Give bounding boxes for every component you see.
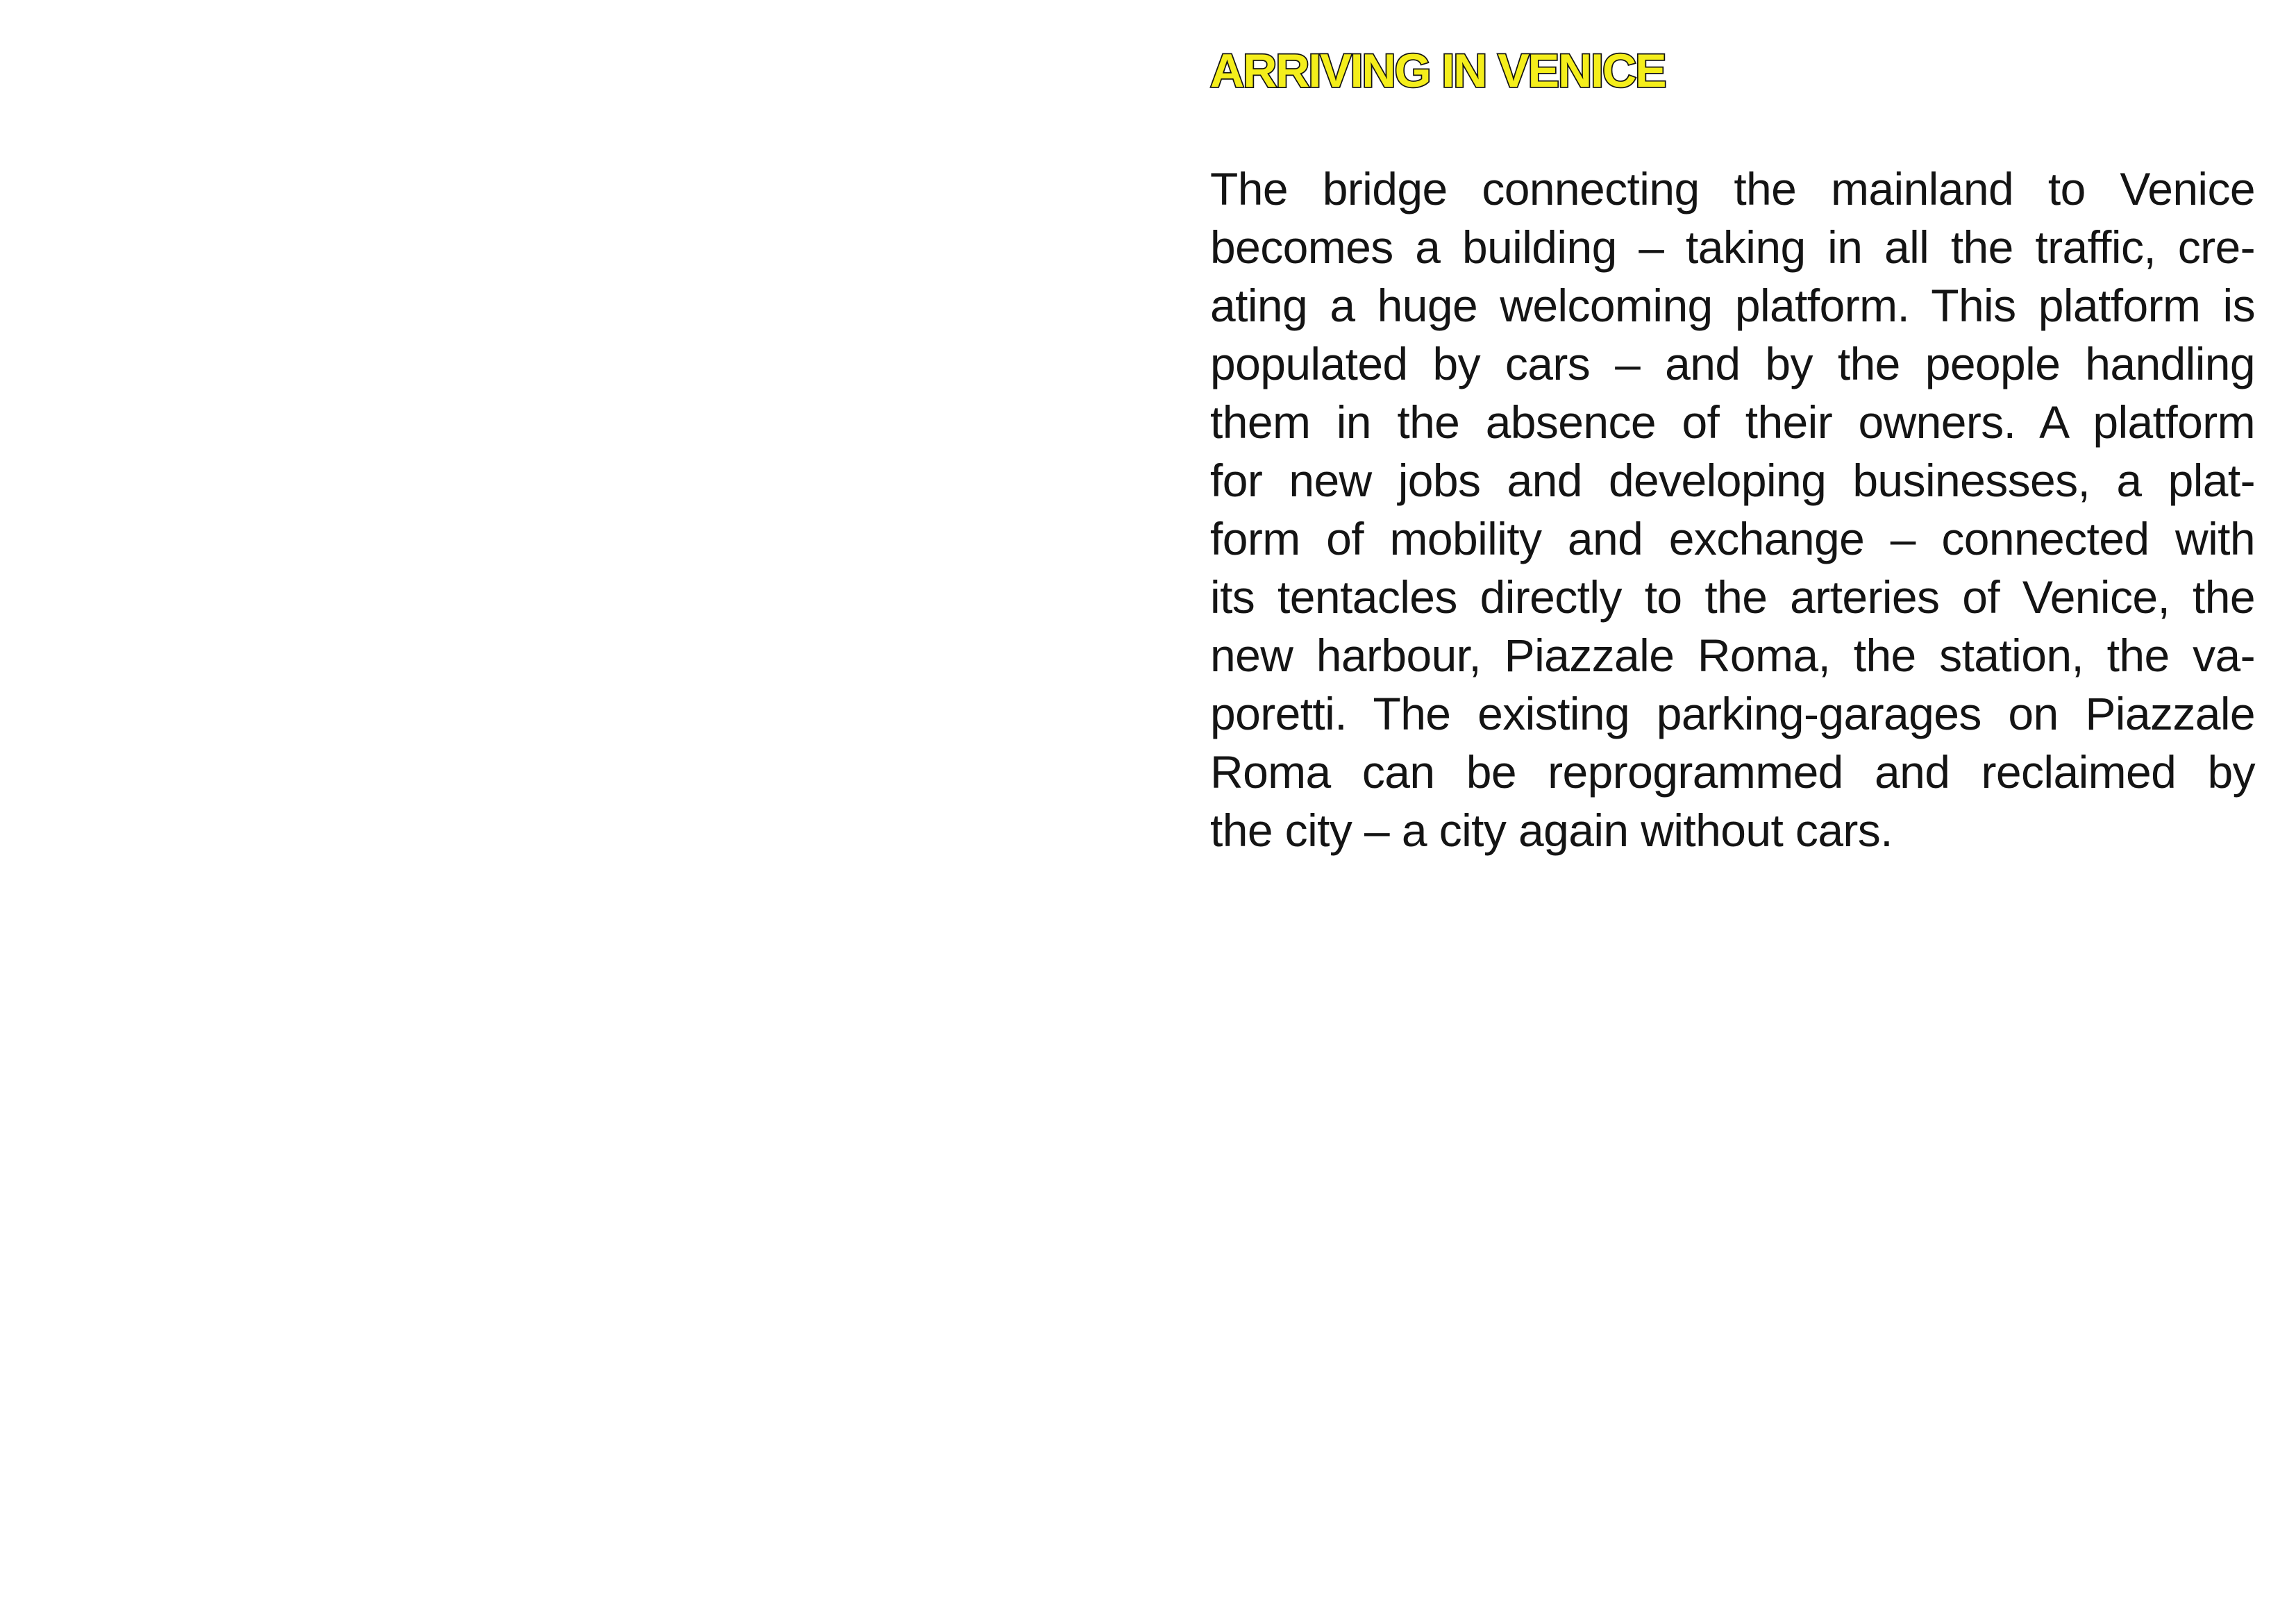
paragraph-line: poretti. The existing parking-garages on Piazzale <box>1210 688 2255 739</box>
paragraph-line: its tentacles directly to the arteries of Venice, the <box>1210 571 2255 623</box>
paragraph-line: for new jobs and developing businesses, a plat- <box>1210 455 2255 506</box>
paragraph-line: them in the absence of their owners. A platform <box>1210 396 2255 448</box>
paragraph-line: Roma can be reprogrammed and reclaimed by <box>1210 746 2255 798</box>
right-page <box>1148 0 2296 1623</box>
paragraph-line: becomes a building – taking in all the traffic, cre- <box>1210 221 2255 273</box>
paragraph-line: form of mobility and exchange – connected with <box>1210 513 2255 564</box>
body-paragraph <box>1210 160 2255 859</box>
paragraph-line: the city – a city again without cars. <box>1210 805 1893 856</box>
paragraph-line: The bridge connecting the mainland to Venice <box>1210 163 2255 215</box>
paragraph-line: ating a huge welcoming platform. This platform is <box>1210 280 2255 331</box>
section-title: ARRIVING IN VENICE <box>1210 44 1666 97</box>
paragraph-line: populated by cars – and by the people handling <box>1210 338 2255 389</box>
paragraph-line: new harbour, Piazzale Roma, the station, the va- <box>1210 630 2255 681</box>
